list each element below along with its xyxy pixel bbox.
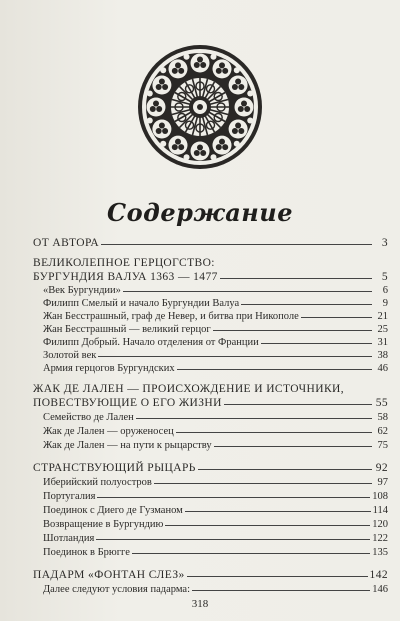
toc-entry-page: 142 (369, 569, 388, 581)
toc-entry-title: СТРАНСТВУЮЩИЙ РЫЦАРЬ (33, 462, 196, 474)
toc-leader (136, 418, 372, 419)
toc-entry-page: 97 (377, 477, 388, 488)
toc-entry-title: Филипп Добрый. Начало отделения от Франции (43, 337, 259, 348)
toc-section-2-entry[interactable] (33, 398, 388, 409)
toc-entry-title: Семейство де Лален (43, 412, 134, 423)
toc-section-1-items (33, 285, 388, 374)
toc-entry[interactable] (33, 533, 388, 544)
toc-entry-page: 58 (377, 412, 388, 423)
toc-entry[interactable] (33, 285, 388, 296)
toc-entry-page: 120 (372, 519, 388, 530)
toc-entry-title: Далее следуют условия падарма: (43, 584, 190, 595)
toc-section-3-items (33, 477, 388, 558)
table-of-contents (33, 238, 388, 595)
toc-leader (220, 278, 372, 279)
toc-leader (176, 432, 372, 433)
toc-leader (192, 590, 370, 591)
toc-entry[interactable] (33, 412, 388, 423)
toc-entry-title: Филипп Смелый и начало Бургундии Валуа (43, 298, 240, 309)
toc-entry-page: 75 (377, 440, 388, 451)
toc-entry-page: 146 (372, 584, 388, 595)
toc-entry-title: БУРГУНДИЯ ВАЛУА 1363 — 1477 (33, 271, 218, 283)
toc-entry[interactable] (33, 584, 388, 595)
toc-entry-title: Шотландия (43, 533, 95, 544)
toc-leader (224, 404, 372, 405)
toc-section-2-items (33, 412, 388, 451)
toc-entry-page: 135 (372, 547, 388, 558)
toc-entry-page: 9 (382, 298, 388, 309)
toc-leader (101, 244, 372, 245)
toc-leader (241, 304, 372, 305)
toc-entry-title: ПАДАРМ «ФОНТАН СЛЕЗ» (33, 569, 185, 581)
toc-entry[interactable] (33, 337, 388, 348)
toc-leader (185, 511, 371, 512)
toc-leader (301, 317, 372, 318)
toc-leader (123, 291, 372, 292)
toc-entry-page: 122 (372, 533, 388, 544)
toc-leader (198, 469, 372, 470)
toc-entry[interactable] (33, 477, 388, 488)
toc-section-1-heading: ВЕЛИКОЛЕПНОЕ ГЕРЦОГСТВО: (33, 257, 215, 269)
toc-entry-title: Жак де Лален — на пути к рыцарству (43, 440, 212, 451)
toc-leader (261, 343, 372, 344)
toc-entry-page: 114 (372, 505, 388, 516)
toc-section-4-items (33, 584, 388, 595)
toc-entry-title: ОТ АВТОРА (33, 237, 100, 249)
toc-entry[interactable] (33, 491, 388, 502)
toc-entry-title: Поединок в Брюгге (43, 547, 130, 558)
toc-leader (187, 576, 368, 577)
toc-leader (154, 483, 372, 484)
toc-entry-title: Португалия (43, 491, 96, 502)
toc-entry[interactable] (33, 440, 388, 451)
toc-entry-author[interactable] (33, 238, 388, 249)
toc-entry-page: 25 (377, 324, 388, 335)
toc-entry-page: 108 (372, 491, 388, 502)
toc-entry[interactable] (33, 298, 388, 309)
toc-leader (214, 446, 372, 447)
toc-section-2-heading: ЖАК ДЕ ЛАЛЕН — ПРОИСХОЖДЕНИЕ И ИСТОЧНИКИ, (33, 383, 345, 395)
toc-leader (98, 356, 372, 357)
toc-entry[interactable] (33, 426, 388, 437)
toc-entry-title: «Век Бургундии» (43, 285, 121, 296)
toc-leader (177, 369, 372, 370)
toc-entry-title: Поединок с Диего де Гузманом (43, 505, 183, 516)
toc-section-1-entry[interactable] (33, 272, 388, 283)
toc-entry-page: 6 (382, 285, 388, 296)
page-title: Содержание (107, 198, 293, 227)
toc-entry-page: 62 (377, 426, 388, 437)
toc-leader (165, 525, 370, 526)
toc-leader (132, 553, 370, 554)
toc-entry[interactable] (33, 311, 388, 322)
toc-section-4-entry[interactable] (33, 570, 388, 581)
toc-entry-page: 31 (377, 337, 388, 348)
toc-leader (96, 539, 370, 540)
toc-entry-page: 46 (377, 363, 388, 374)
toc-entry-page: 5 (381, 271, 388, 283)
toc-leader (213, 330, 372, 331)
toc-entry[interactable] (33, 363, 388, 374)
toc-entry-title: Иберийский полуостров (43, 477, 152, 488)
toc-entry-title: Жак де Лален — оруженосец (43, 426, 174, 437)
toc-entry-title: ПОВЕСТВУЮЩИЕ О ЕГО ЖИЗНИ (33, 397, 222, 409)
toc-entry-page: 21 (377, 311, 388, 322)
gothic-rose-window-ornament (137, 44, 263, 170)
toc-entry[interactable] (33, 324, 388, 335)
toc-entry[interactable] (33, 505, 388, 516)
toc-entry[interactable] (33, 547, 388, 558)
toc-entry-title: Армия герцогов Бургундских (43, 363, 175, 374)
toc-entry-page: 55 (375, 397, 388, 409)
toc-entry[interactable] (33, 350, 388, 361)
toc-entry-page: 38 (377, 350, 388, 361)
page-number: 318 (191, 598, 209, 610)
toc-leader (97, 497, 370, 498)
toc-entry-title: Возвращение в Бургундию (43, 519, 164, 530)
toc-entry-page: 92 (375, 462, 388, 474)
toc-entry-title: Жан Бесстрашный — великий герцог (43, 324, 211, 335)
toc-entry-title: Золотой век (43, 350, 97, 361)
toc-entry-title: Жан Бесстрашный, граф де Невер, и битва при Никополе (43, 311, 299, 322)
toc-entry[interactable] (33, 519, 388, 530)
toc-entry-page: 3 (381, 237, 388, 249)
toc-section-3-entry[interactable] (33, 463, 388, 474)
